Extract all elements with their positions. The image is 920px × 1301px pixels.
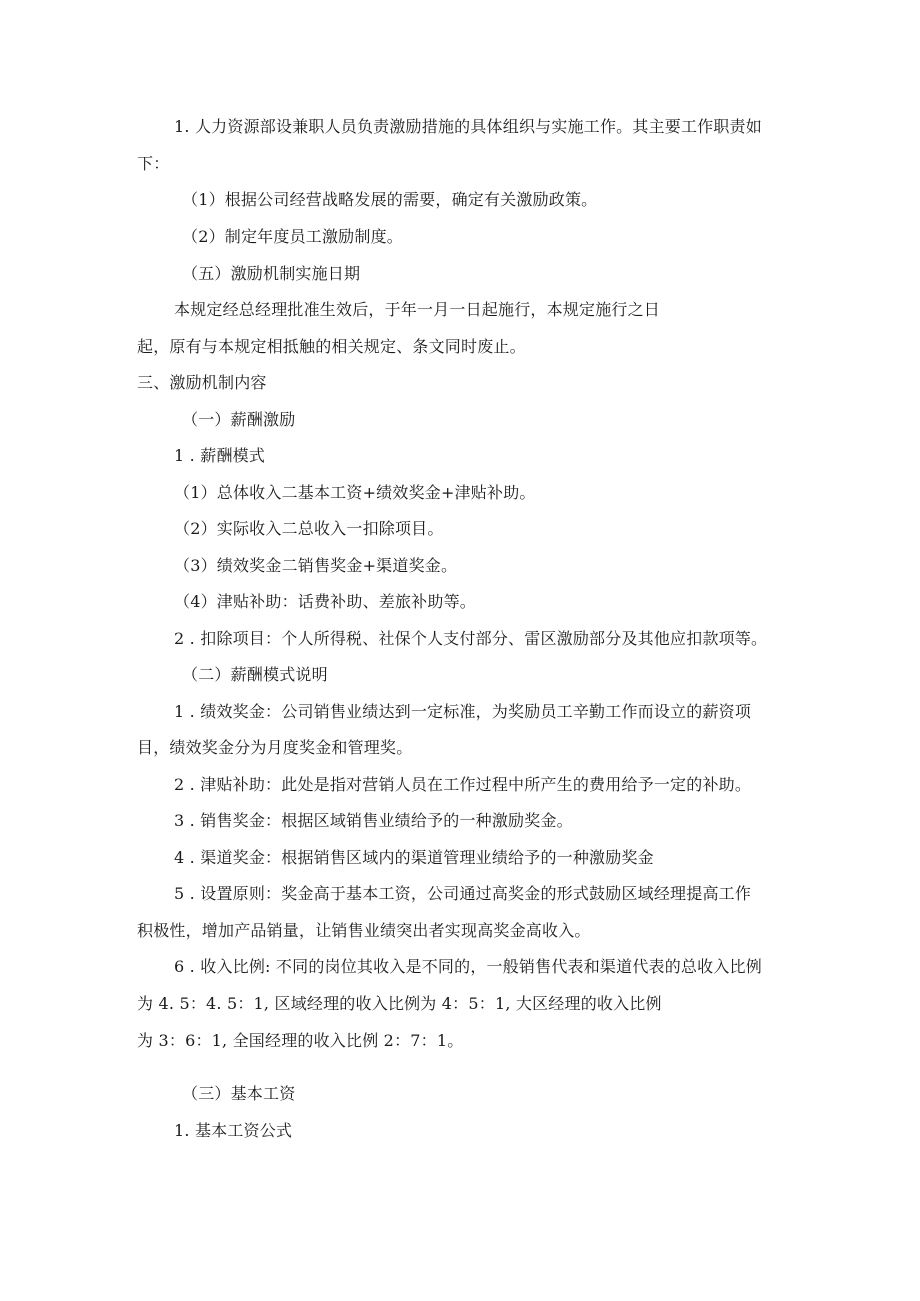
paragraph-channel-bonus: 4 . 渠道奖金：根据销售区域内的渠道管理业绩给予的一种激励奖金: [174, 848, 654, 867]
paragraph-hr-duties-cont: 下：: [137, 154, 170, 173]
subheading-deductions: 2 . 扣除项目：个人所得税、社保个人支付部分、雷区激励部分及其他应扣款项等。: [174, 629, 768, 648]
paragraph-effective-cont: 起，原有与本规定相抵触的相关规定、条文同时废止。: [137, 337, 526, 356]
section-heading-effective-date: （五）激励机制实施日期: [182, 264, 361, 283]
paragraph-performance-bonus: 1 . 绩效奖金：公司销售业绩达到一定标准，为奖励员工辛勤工作而设立的薪资项: [174, 702, 752, 721]
subheading-salary-model: 1 . 薪酬模式: [174, 446, 266, 465]
section-heading-model-explanation: （二）薪酬模式说明: [182, 665, 328, 684]
list-item-model-4: （4）津贴补助：话费补助、差旅补助等。: [174, 592, 476, 611]
section-heading-salary-incentive: （一）薪酬激励: [182, 410, 296, 429]
paragraph-effective: 本规定经总经理批准生效后，于年一月一日起施行，本规定施行之日: [174, 300, 661, 319]
paragraph-hr-duties: 1. 人力资源部设兼职人员负责激励措施的具体组织与实施工作。其主要工作职责如: [174, 117, 762, 136]
list-item-duty-1: （1）根据公司经营战略发展的需要，确定有关激励政策。: [182, 190, 598, 209]
paragraph-income-ratio: 6 . 收入比例: 不同的岗位其收入是不同的，一般销售代表和渠道代表的总收入比例: [174, 957, 762, 976]
paragraph-performance-bonus-cont: 目，绩效奖金分为月度奖金和管理奖。: [137, 738, 413, 757]
paragraph-setting-principle-cont: 积极性，增加产品销量，让销售业绩突出者实现高奖金高收入。: [137, 921, 591, 940]
list-item-model-1: （1）总体收入二基本工资+绩效奖金+津贴补助。: [174, 483, 536, 502]
list-item-model-3: （3）绩效奖金二销售奖金+渠道奖金。: [174, 556, 458, 575]
list-item-duty-2: （2）制定年度员工激励制度。: [182, 227, 403, 246]
paragraph-allowance: 2 . 津贴补助：此处是指对营销人员在工作过程中所产生的费用给予一定的补助。: [174, 775, 752, 794]
section-heading-base-salary: （三）基本工资: [182, 1084, 296, 1103]
list-item-model-2: （2）实际收入二总收入一扣除项目。: [174, 519, 444, 538]
chapter-heading-incentive-content: 三、激励机制内容: [137, 373, 267, 392]
paragraph-sales-bonus: 3 . 销售奖金：根据区域销售业绩给予的一种激励奖金。: [174, 811, 573, 830]
subheading-base-salary-formula: 1. 基本工资公式: [174, 1121, 293, 1140]
paragraph-income-ratio-cont-2: 为 3：6：1, 全国经理的收入比例 2：7：1。: [137, 1031, 464, 1050]
paragraph-setting-principle: 5 . 设置原则：奖金高于基本工资，公司通过高奖金的形式鼓励区域经理提高工作: [174, 884, 752, 903]
paragraph-income-ratio-cont-1: 为 4. 5：4. 5：1, 区域经理的收入比例为 4：5：1, 大区经理的收入比例: [137, 994, 662, 1013]
